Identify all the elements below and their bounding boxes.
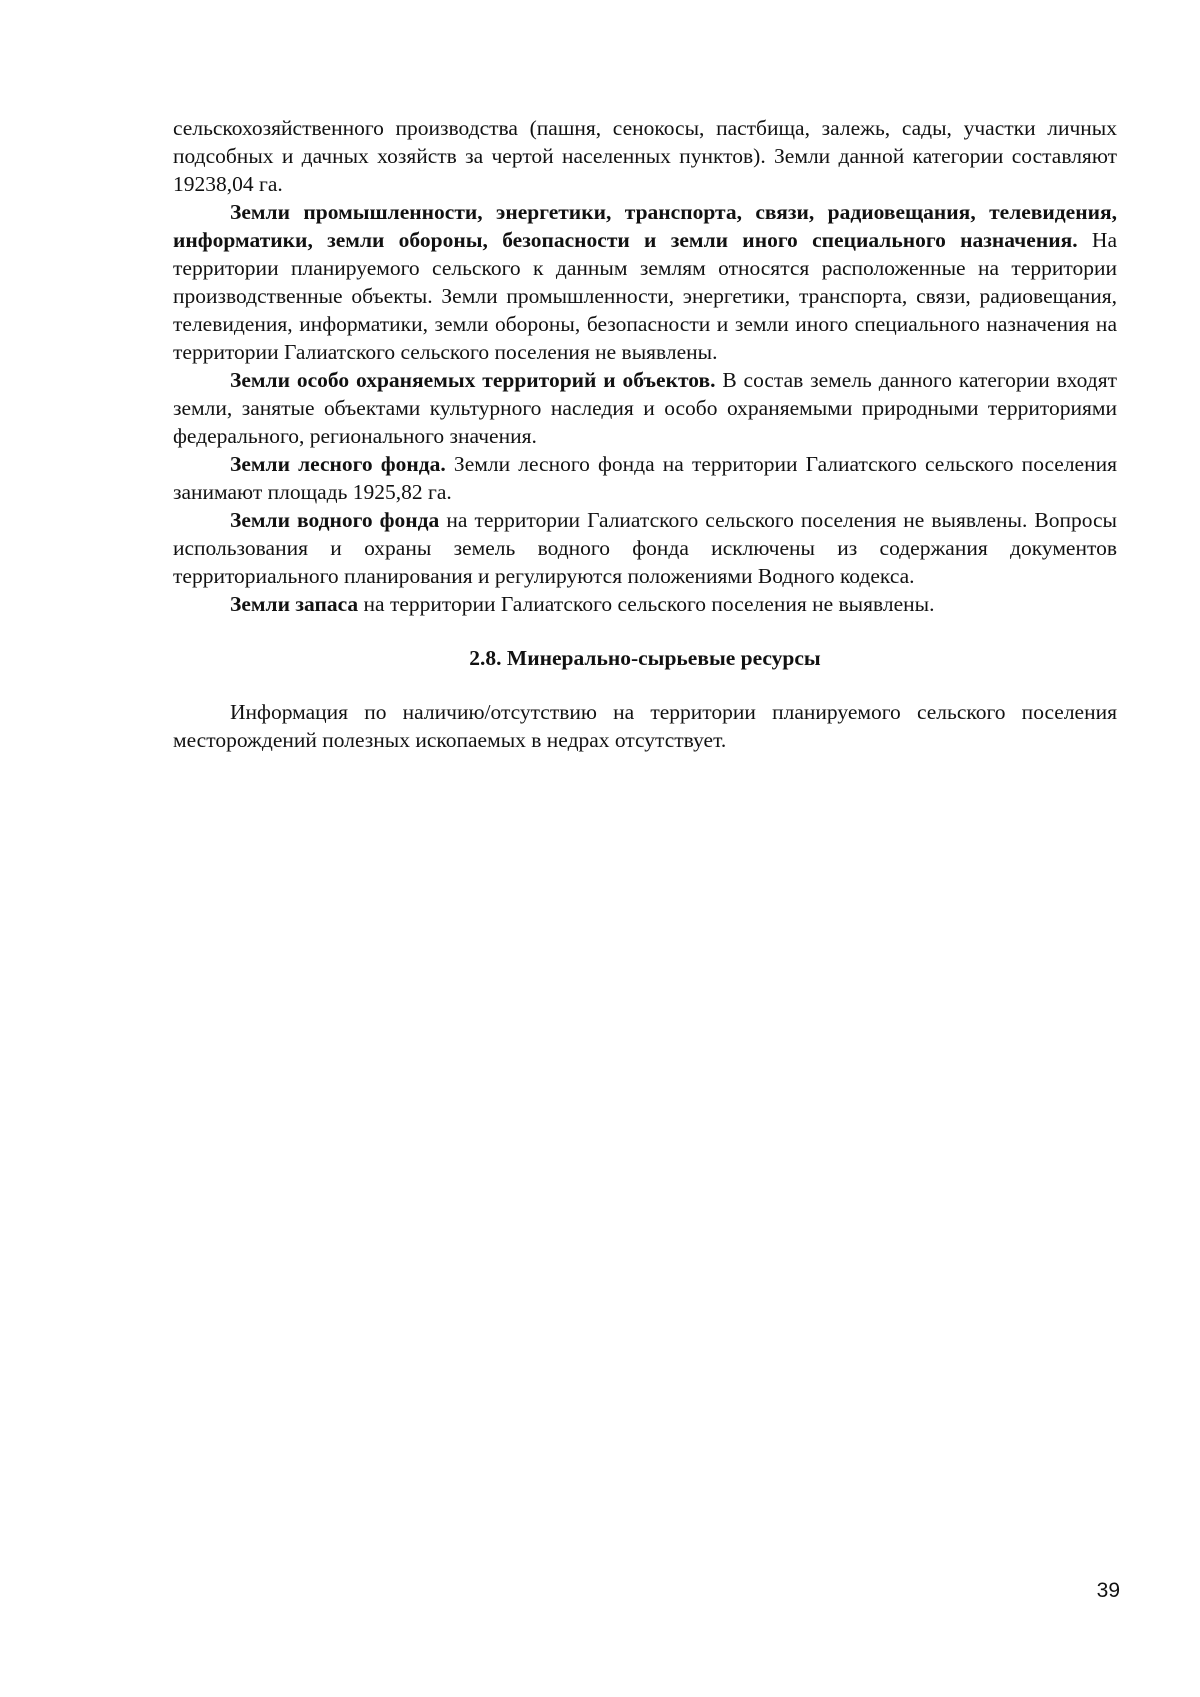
paragraph-lead-bold: Земли промышленности, энергетики, транспорта, связи, радиовещания, телевидения, информатики, земли обороны, безопасности и земли иного специального назначения.: [173, 200, 1117, 252]
paragraph-protected-land: [173, 366, 1117, 450]
paragraph-mineral-resources: Информация по наличию/отсутствию на территории планируемого сельского поселения месторождений полезных ископаемых в недрах отсутствует.: [173, 700, 1117, 752]
paragraph-agricultural-land-end: [173, 114, 1117, 198]
page-number: 39: [1096, 1579, 1120, 1602]
paragraph-forest-land: [173, 450, 1117, 506]
paragraph-lead-bold: Земли водного фонда: [230, 508, 440, 532]
paragraph-lead-bold: Земли особо охраняемых территорий и объектов.: [230, 368, 716, 392]
paragraph-body: сельскохозяйственного производства (пашня, сенокосы, пастбища, залежь, сады, участки личных подсобных и дачных хозяйств за чертой населенных пунктов). Земли данной категории составляют 19238,04 га.: [173, 116, 1117, 196]
paragraph-body: на территории Галиатского сельского поселения не выявлены. Вопросы использования и охраны земель водного фонда исключены из содержания документов территориального планирования и регулируются положениями Водного кодекса.: [173, 508, 1117, 588]
paragraph-lead-bold: Земли запаса: [230, 592, 359, 616]
paragraph-body: Земли лесного фонда на территории Галиатского сельского поселения занимают площадь 1925,82 га.: [173, 452, 1117, 504]
section-heading: 2.8. Минерально-сырьевые ресурсы: [469, 646, 821, 670]
paragraph-water-land: [173, 506, 1117, 590]
paragraph-body: В состав земель данного категории входят земли, занятые объектами культурного наследия и особо охраняемыми природными территориями федерального, регионального значения.: [173, 368, 1118, 448]
paragraph-lead-bold: Земли лесного фонда.: [230, 452, 446, 476]
paragraph-reserve-land: [173, 590, 1117, 618]
paragraph-industrial-land: [173, 198, 1117, 366]
paragraph-body: на территории Галиатского сельского поселения не выявлены.: [358, 592, 935, 616]
page-content: [173, 114, 1117, 754]
paragraph-body: На территории планируемого сельского к данным землям относятся расположенные на территории производственные объекты. Земли промышленности, энергетики, транспорта, связи, радиовещания, телевидения, информатики, земли обороны, безопасности и земли иного специального назначения на территории Галиатского сельского поселения не выявлены.: [173, 228, 1117, 364]
